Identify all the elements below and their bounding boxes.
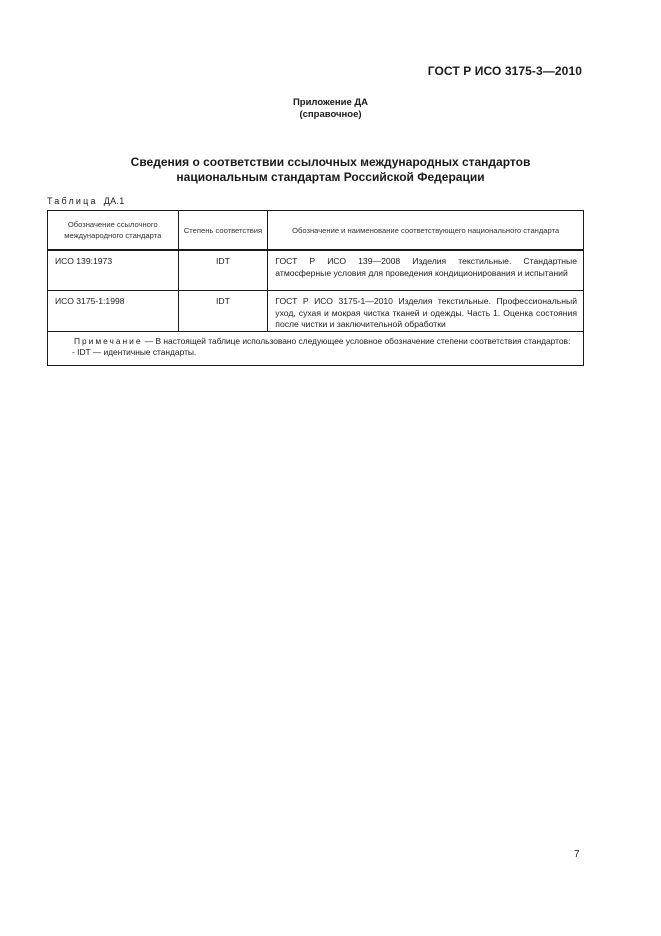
annex-title: Приложение ДА: [292, 97, 369, 108]
cell-national-standard: ГОСТ Р ИСО 139—2008 Изделия текстильные. Стандартные атмосферные условия для проведения кондиционирования и испытаний: [268, 250, 584, 291]
page-number: 7: [574, 849, 580, 860]
column-header-national: Обозначение и наименование соответствующего национального стандарта: [268, 211, 584, 251]
cell-international-standard: ИСО 3175-1:1998: [48, 291, 179, 332]
table-caption-label: Таблица: [47, 196, 98, 206]
table-note-row: [48, 331, 584, 365]
column-header-international: Обозначение ссылочного международного стандарта: [48, 211, 179, 251]
note-list-item: - IDT — идентичные стандарты.: [72, 347, 197, 357]
table-caption-number: ДА.1: [103, 196, 125, 206]
table-header-row: [48, 211, 584, 251]
table-note: [48, 331, 584, 365]
cell-degree: IDT: [178, 250, 268, 291]
note-label: Примечание: [74, 335, 143, 346]
section-title: [0, 155, 661, 185]
table-row: [48, 250, 584, 291]
section-title-line-2: национальным стандартам Российской Федерации: [176, 170, 485, 184]
note-text: — В настоящей таблице использовано следующее условное обозначение степени соответствия стандартов:: [142, 335, 571, 346]
section-title-line-1: Сведения о соответствии ссылочных международных стандартов: [130, 155, 531, 169]
column-header-degree: Степень соответствия: [178, 211, 268, 251]
document-code-header: ГОСТ Р ИСО 3175-3—2010: [427, 64, 582, 78]
cell-degree: IDT: [178, 291, 268, 332]
cell-national-standard: ГОСТ Р ИСО 3175-1—2010 Изделия текстильные. Профессиональный уход, сухая и мокрая чистка тканей и одежды. Часть 1. Оценка состояния после чистки и заключительной обработки: [268, 291, 584, 332]
table-row: [48, 291, 584, 332]
annex-type: (справочное): [299, 109, 362, 120]
standards-correspondence-table: [47, 210, 584, 366]
annex-heading: [0, 97, 661, 121]
table-caption: [47, 196, 125, 206]
cell-international-standard: ИСО 139:1973: [48, 250, 179, 291]
